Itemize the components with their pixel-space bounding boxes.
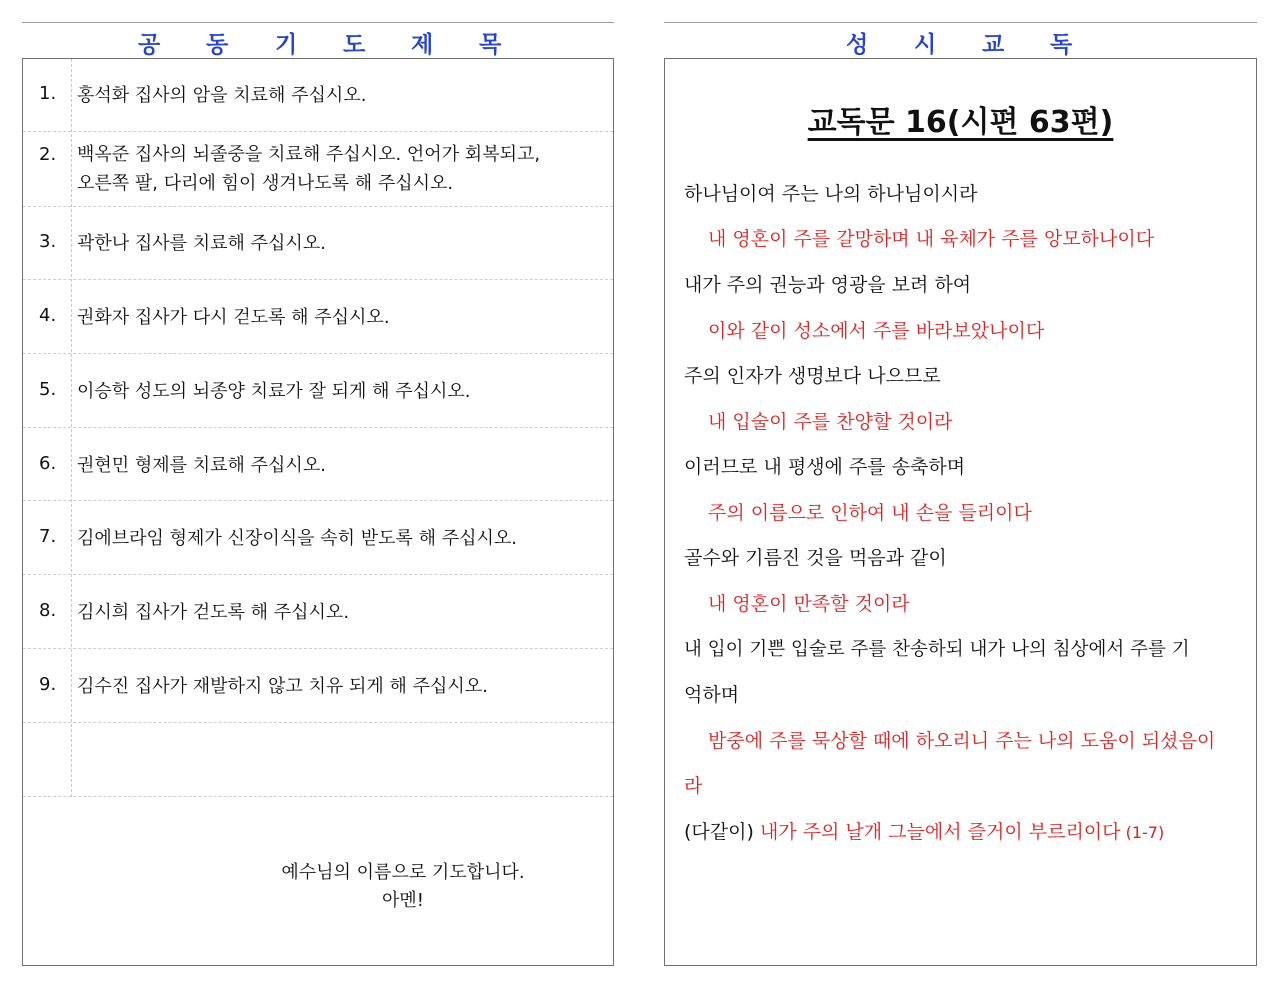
leader-line: 내가 주의 권능과 영광을 보려 하여 <box>684 274 972 296</box>
response-line: 내 영혼이 만족할 것이라 <box>708 593 910 615</box>
unison-text: 내가 주의 날개 그늘에서 즐거이 부르리이다 <box>759 821 1121 843</box>
leader-line: 내 입이 기쁜 입술로 주를 찬송하되 내가 나의 침상에서 주를 기 <box>684 639 1190 660</box>
item-text: 권화자 집사가 다시 걷도록 해 주십시오. <box>77 307 390 328</box>
leader-line: 주의 인자가 생명보다 나으므로 <box>684 365 941 387</box>
title-char: 도 <box>343 32 366 58</box>
prayer-item <box>23 354 613 428</box>
response-line: 내 입술이 주를 찬양할 것이라 <box>708 411 953 433</box>
prayer-item <box>23 428 613 501</box>
leader-line: 골수와 기름진 것을 먹음과 같이 <box>684 547 947 569</box>
response-line-continued: 라 <box>684 775 703 797</box>
title-char: 교 <box>982 32 1005 58</box>
item-number: 9. <box>39 674 57 695</box>
response-line: 내 영혼이 주를 갈망하며 내 육체가 주를 앙모하나이다 <box>708 228 1155 250</box>
title-char: 제 <box>411 32 434 58</box>
prayer-item <box>23 501 613 575</box>
unison-line <box>684 818 1248 847</box>
item-text: 김시희 집사가 걷도록 해 주십시오. <box>77 602 350 623</box>
verse-reference: (1-7) <box>1120 823 1165 842</box>
leader-line: 하나님이여 주는 나의 하나님이시라 <box>684 183 978 205</box>
item-text: 이승학 성도의 뇌종양 치료가 잘 되게 해 주십시오. <box>77 381 471 402</box>
unison-prefix: (다같이) <box>684 821 760 843</box>
responsive-reading-title <box>760 26 1160 56</box>
item-number: 3. <box>39 231 57 252</box>
item-number: 7. <box>39 526 57 547</box>
item-text: 권현민 형제를 치료해 주십시오. <box>77 455 326 476</box>
closing-amen: 아멘! <box>382 890 424 911</box>
item-text: 김에브라임 형제가 신장이식을 속히 받도록 해 주십시오. <box>77 528 517 549</box>
leader-line: 이러므로 내 평생에 주를 송축하며 <box>684 456 966 478</box>
leader-line-continued: 억하며 <box>684 684 740 706</box>
prayer-item <box>23 132 613 207</box>
item-text: 곽한나 집사를 치료해 주십시오. <box>77 233 326 254</box>
item-text: 백옥준 집사의 뇌졸중을 치료해 주십시오. 언어가 회복되고, 오른쪽 팔, 다리에 힘이 생겨나도록 해 주십시오. <box>77 144 541 194</box>
closing-line: 예수님의 이름으로 기도합니다. <box>281 862 525 883</box>
prayer-topics-title <box>118 26 518 56</box>
response-line: 밤중에 주를 묵상할 때에 하오리니 주는 나의 도움이 되셨음이 <box>708 730 1216 752</box>
prayer-item <box>23 280 613 354</box>
prayer-topics-panel <box>22 58 614 966</box>
closing-prayer <box>273 859 533 915</box>
responsive-reading-panel <box>664 58 1257 966</box>
title-char: 동 <box>206 32 229 58</box>
item-number: 4. <box>39 305 57 326</box>
right-title-rule <box>664 22 1257 23</box>
item-number: 8. <box>39 600 57 621</box>
prayer-item <box>23 207 613 280</box>
item-number: 6. <box>39 453 57 474</box>
reading-heading: 교독문 16(시편 63편) <box>807 105 1114 140</box>
prayer-item <box>23 575 613 649</box>
response-line: 이와 같이 성소에서 주를 바라보았나이다 <box>708 320 1045 342</box>
title-char: 독 <box>1050 32 1073 58</box>
prayer-item <box>23 59 613 132</box>
title-char: 목 <box>479 32 502 58</box>
item-text: 홍석화 집사의 암을 치료해 주십시오. <box>77 85 367 106</box>
item-number: 2. <box>39 144 57 165</box>
title-char: 시 <box>914 32 937 58</box>
item-number: 5. <box>39 379 57 400</box>
prayer-item-empty <box>23 723 613 797</box>
prayer-item <box>23 649 613 723</box>
title-char: 성 <box>846 32 869 58</box>
item-number: 1. <box>39 83 57 104</box>
title-char: 공 <box>138 32 161 58</box>
item-text: 김수진 집사가 재발하지 않고 치유 되게 해 주십시오. <box>77 676 488 697</box>
response-line: 주의 이름으로 인하여 내 손을 들리이다 <box>708 502 1032 524</box>
title-char: 기 <box>275 32 298 58</box>
left-title-rule <box>22 22 614 23</box>
